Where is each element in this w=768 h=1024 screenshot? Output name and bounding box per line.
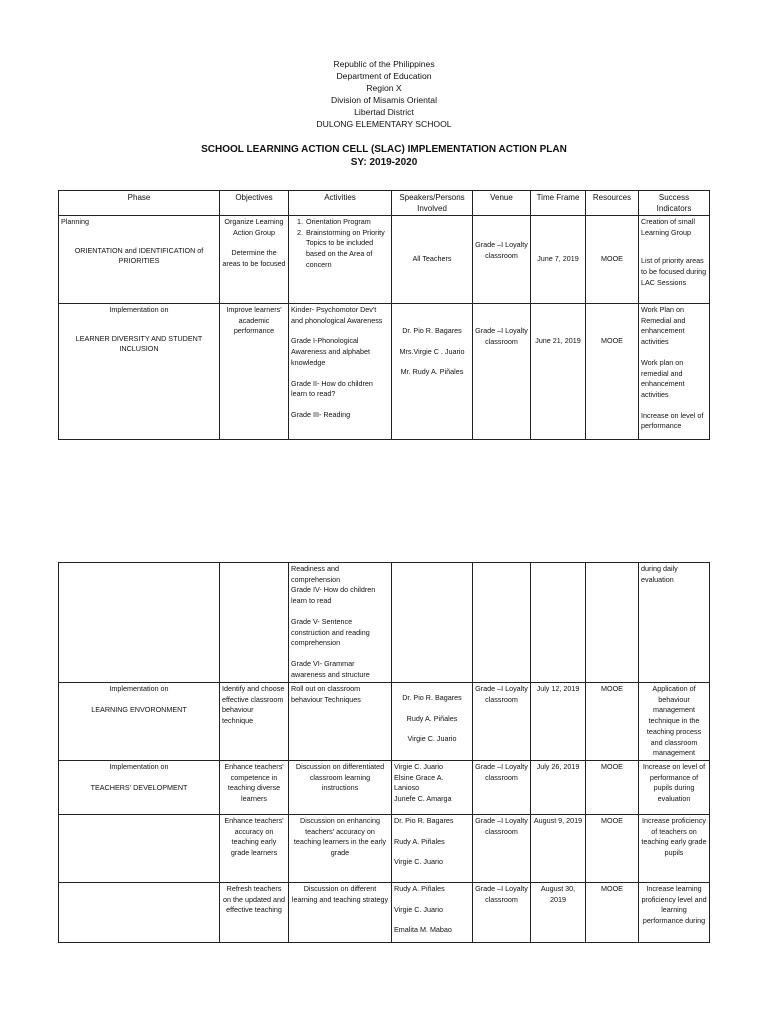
header-line: Libertad District bbox=[354, 107, 414, 117]
resources-cell: MOOE bbox=[586, 683, 639, 761]
venue-cell: Grade –I Loyalty classroom bbox=[473, 761, 531, 815]
header-line: DULONG ELEMENTARY SCHOOL bbox=[316, 119, 452, 129]
col-header-activities: Activities bbox=[289, 191, 392, 216]
indicators-cell bbox=[639, 216, 710, 304]
phase-title: LEARNING ENVORONMENT bbox=[91, 704, 187, 714]
speakers-cell bbox=[392, 815, 473, 883]
venue-cell: Grade –I Loyalty classroom bbox=[473, 683, 531, 761]
time-frame-cell bbox=[531, 563, 586, 683]
time-frame-cell: July 12, 2019 bbox=[531, 683, 586, 761]
speaker-name: Rudy A. Piñales bbox=[394, 836, 445, 846]
plan-title: SCHOOL LEARNING ACTION CELL (SLAC) IMPLEMENTATION ACTION PLAN bbox=[201, 144, 567, 155]
document-header bbox=[0, 58, 768, 130]
indicator-text: Work Plan on Remedial and enhancement activities bbox=[641, 305, 686, 347]
phase-label: Implementation on bbox=[109, 305, 169, 314]
phase-title: ORIENTATION and IDENTIFICATION of PRIORITIES bbox=[74, 245, 204, 266]
indicators-cell bbox=[639, 304, 710, 440]
objective-text: Organize Learning Action Group bbox=[224, 217, 284, 237]
resources-cell: MOOE bbox=[586, 761, 639, 815]
indicator-text: Increase on level of performance bbox=[641, 410, 704, 431]
table-row bbox=[59, 683, 710, 761]
time-frame-cell: August 9, 2019 bbox=[531, 815, 586, 883]
objectives-cell bbox=[220, 216, 289, 304]
indicator-text: Work plan on remedial and enhancement activities bbox=[641, 357, 685, 399]
time-frame-cell: August 30, 2019 bbox=[531, 883, 586, 943]
phase-title: LEARNER DIVERSITY AND STUDENT INCLUSION bbox=[75, 333, 203, 354]
phase-label: Implementation on bbox=[109, 762, 169, 771]
col-header-speakers: Speakers/Persons Involved bbox=[392, 191, 473, 216]
activities-cell bbox=[289, 216, 392, 304]
school-year: SY: 2019-2020 bbox=[350, 157, 418, 168]
activity-text: Grade IV- How do children learn to read bbox=[291, 585, 376, 606]
speakers-cell bbox=[392, 683, 473, 761]
speakers-cell bbox=[392, 304, 473, 440]
activity-text: Grade VI- Grammar awareness and structure bbox=[291, 658, 370, 679]
activities-cell: Discussion on enhancing teachers' accuracy on teaching learners in the early grade bbox=[289, 815, 392, 883]
objectives-cell bbox=[220, 563, 289, 683]
activities-list bbox=[291, 217, 389, 271]
speaker-name: Dr. Pio R. Bagares bbox=[402, 326, 462, 335]
table-row bbox=[59, 815, 710, 883]
activities-cell bbox=[289, 563, 392, 683]
table-row bbox=[59, 216, 710, 304]
indicators-cell: Application of behaviour management technique in the teaching process and classroom management bbox=[639, 683, 710, 761]
speaker-name: Virgie C. Juario bbox=[394, 857, 444, 867]
header-line: Region X bbox=[366, 83, 402, 93]
venue-cell: Grade –I Loyalty classroom bbox=[473, 304, 531, 440]
action-plan-table-page2 bbox=[58, 562, 710, 943]
speaker-name: Junefe C. Amarga bbox=[394, 794, 452, 804]
objectives-cell: Enhance teachers' accuracy on teaching early grade learners bbox=[220, 815, 289, 883]
speaker-name: Virgie C. Juario bbox=[394, 762, 444, 771]
phase-cell bbox=[59, 304, 220, 440]
phase-cell bbox=[59, 761, 220, 815]
speaker-name: Dr. Pio R. Bagares bbox=[402, 693, 462, 702]
speaker-name: Elsine Grace A. Lanioso bbox=[394, 772, 444, 793]
venue-cell bbox=[473, 563, 531, 683]
indicator-text: List of priority areas to be focused during LAC Sessions bbox=[641, 256, 707, 287]
activity-text: Grade II- How do children learn to read? bbox=[291, 378, 373, 399]
table-row bbox=[59, 563, 710, 683]
phase-cell bbox=[59, 815, 220, 883]
table-header-row bbox=[59, 191, 710, 216]
action-plan-table-page1 bbox=[58, 190, 710, 440]
speaker-name: Rudy A. Piñales bbox=[394, 884, 445, 893]
objectives-cell: Enhance teachers' competence in teaching diverse learners bbox=[220, 761, 289, 815]
venue-cell: Grade –I Loyalty classroom bbox=[473, 815, 531, 883]
table-row bbox=[59, 761, 710, 815]
activities-cell: Discussion on differentiated classroom learning instructions bbox=[289, 761, 392, 815]
activities-cell bbox=[289, 304, 392, 440]
resources-cell: MOOE bbox=[586, 883, 639, 943]
indicators-cell: during daily evaluation bbox=[639, 563, 710, 683]
resources-cell bbox=[586, 563, 639, 683]
col-header-success-indicators: Success Indicators bbox=[639, 191, 710, 216]
indicators-cell: Increase proficiency of teachers on teaching early grade pupils bbox=[639, 815, 710, 883]
indicators-cell: Increase on level of performance of pupils during evaluation bbox=[639, 761, 710, 815]
list-item: 1. Orientation Program bbox=[305, 217, 389, 228]
indicators-cell: Increase learning proficiency level and learning performance during bbox=[639, 883, 710, 943]
indicator-text: Creation of small Learning Group bbox=[641, 217, 695, 237]
table-row bbox=[59, 304, 710, 440]
speaker-name: Mrs.Virgie C . Juario bbox=[399, 346, 465, 356]
time-frame-cell: June 7, 2019 bbox=[531, 216, 586, 304]
activities-cell: Discussion on different learning and teaching strategy bbox=[289, 883, 392, 943]
venue-cell: Grade –I Loyalty classroom bbox=[473, 216, 531, 304]
speaker-name: Rudy A. Piñales bbox=[406, 713, 458, 723]
resources-cell: MOOE bbox=[586, 815, 639, 883]
time-frame-cell: July 26, 2019 bbox=[531, 761, 586, 815]
time-frame-cell: June 21, 2019 bbox=[531, 304, 586, 440]
col-header-phase: Phase bbox=[59, 191, 220, 216]
activity-text: Grade III- Reading bbox=[291, 409, 351, 419]
speakers-cell bbox=[392, 883, 473, 943]
col-header-resources: Resources bbox=[586, 191, 639, 216]
col-header-time-frame: Time Frame bbox=[531, 191, 586, 216]
phase-cell bbox=[59, 683, 220, 761]
speaker-name: Virgie C. Juario bbox=[394, 904, 444, 914]
speaker-name: Virgie C. Juario bbox=[407, 734, 457, 744]
activity-text: Grade I-Phonological Awareness and alphabet knowledge bbox=[291, 336, 370, 367]
col-header-venue: Venue bbox=[473, 191, 531, 216]
phase-cell bbox=[59, 883, 220, 943]
activity-text: Kinder- Psychomotor Dev't and phonological Awareness bbox=[291, 305, 383, 325]
venue-cell: Grade –I Loyalty classroom bbox=[473, 883, 531, 943]
speaker-name: Mr. Rudy A. Piñales bbox=[400, 367, 464, 377]
table-row bbox=[59, 883, 710, 943]
phase-cell bbox=[59, 216, 220, 304]
resources-cell: MOOE bbox=[586, 216, 639, 304]
speakers-cell bbox=[392, 563, 473, 683]
phase-cell bbox=[59, 563, 220, 683]
objective-text: Determine the areas to be focused bbox=[222, 248, 286, 269]
activities-cell: Roll out on classroom behaviour Techniques bbox=[289, 683, 392, 761]
phase-label: Implementation on bbox=[109, 684, 169, 693]
objectives-cell: Identify and choose effective classroom behaviour technique bbox=[220, 683, 289, 761]
header-line: Division of Misamis Oriental bbox=[330, 95, 438, 105]
document-title bbox=[0, 143, 768, 169]
col-header-objectives: Objectives bbox=[220, 191, 289, 216]
speaker-name: Dr. Pio R. Bagares bbox=[394, 816, 454, 825]
objectives-cell: Improve learners' academic performance bbox=[220, 304, 289, 440]
speakers-cell: All Teachers bbox=[392, 216, 473, 304]
speakers-cell bbox=[392, 761, 473, 815]
speaker-name: Emalita M. Mabao bbox=[394, 925, 452, 935]
header-line: Republic of the Philippines bbox=[333, 59, 435, 69]
phase-title: TEACHERS' DEVELOPMENT bbox=[90, 782, 188, 792]
header-line: Department of Education bbox=[336, 71, 432, 81]
phase-label: Planning bbox=[61, 217, 89, 226]
activity-text: Readiness and comprehension bbox=[291, 564, 341, 584]
activity-text: Grade V- Sentence construction and reading comprehension bbox=[291, 616, 370, 648]
list-item: 2. Brainstorming on Priority Topics to be included based on the Area of concern bbox=[305, 228, 389, 271]
objectives-cell: Refresh teachers on the updated and effective teaching bbox=[220, 883, 289, 943]
resources-cell: MOOE bbox=[586, 304, 639, 440]
